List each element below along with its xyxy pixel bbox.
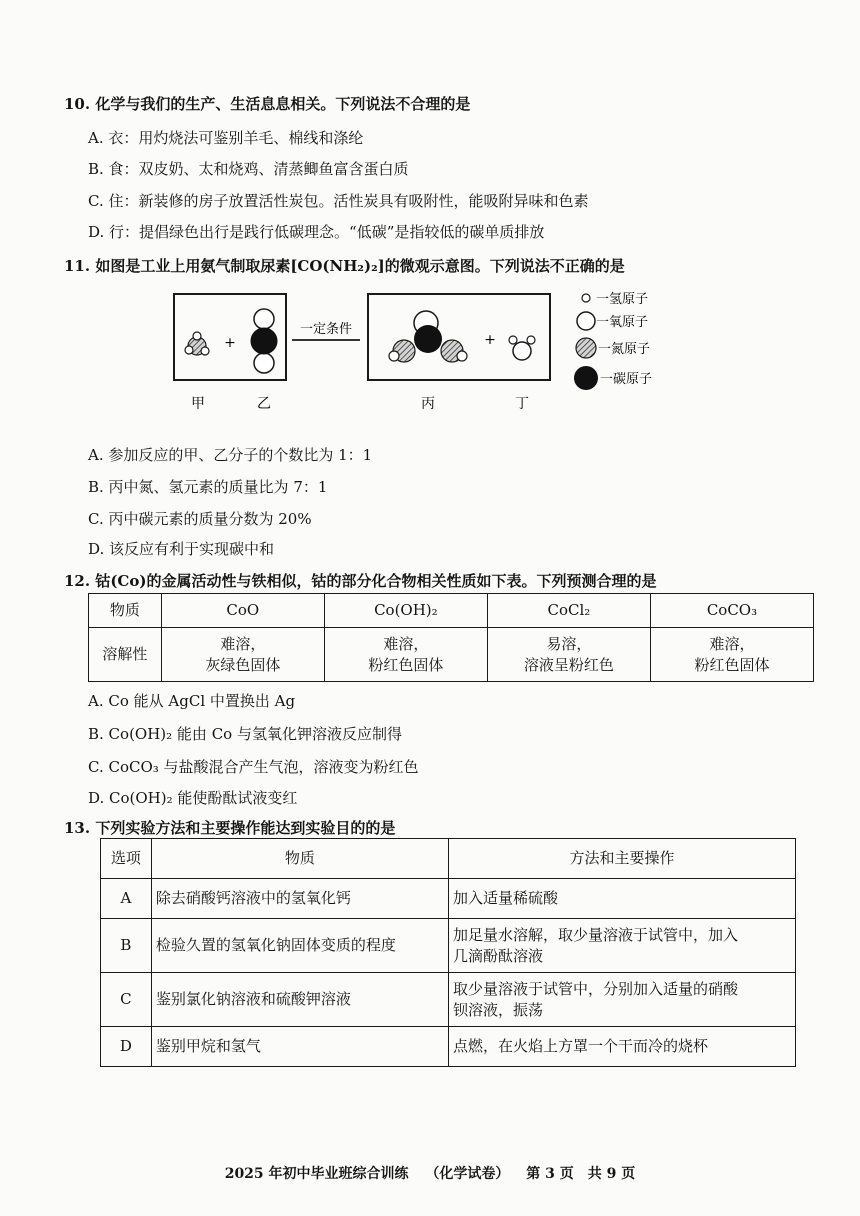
exam-title: 2025 年初中毕业班综合训练: [224, 1166, 409, 1182]
option-letter: D: [101, 1027, 152, 1067]
q12-option-c: C. CoCO₃ 与盐酸混合产生气泡，溶液变为粉红色: [88, 758, 419, 776]
label-jia: 甲: [191, 396, 205, 412]
q11-option-d: D. 该反应有利于实现碳中和: [88, 540, 275, 558]
exam-subject: （化学试卷）: [425, 1166, 510, 1182]
legend-nitrogen: 一氮原子: [598, 342, 651, 357]
q11-stem: 11. 如图是工业上用氨气制取尿素[CO(NH₂)₂]的微观示意图。下列说法不正确的是: [64, 257, 625, 275]
q13-stem: 13. 下列实验方法和主要操作能达到实验目的的是: [64, 819, 396, 837]
table-header-cell: Co(OH)₂: [324, 594, 487, 628]
table-row: [101, 973, 796, 1027]
method-cell: 加足量水溶解，取少量溶液于试管中，加入 几滴酚酞溶液: [449, 919, 796, 973]
q11-option-b: B. 丙中氮、氢元素的质量比为 7：1: [88, 478, 328, 496]
q10-option-a: A. 衣：用灼烧法可鉴别羊毛、棉线和涤纶: [88, 129, 364, 147]
q12-option-a: A. Co 能从 AgCl 中置换出 Ag: [88, 692, 296, 710]
substance-cell: 鉴别甲烷和氢气: [151, 1027, 448, 1067]
option-letter: B: [101, 919, 152, 973]
legend-carbon: 一碳原子: [600, 372, 653, 387]
table-header-cell: CoO: [161, 594, 324, 628]
table-cell: 难溶， 粉红色固体: [650, 628, 813, 682]
water-molecule: [509, 336, 535, 360]
label-bing: 丙: [421, 396, 435, 412]
method-cell: 点燃，在火焰上方罩一个干而冷的烧杯: [449, 1027, 796, 1067]
carbon-dioxide-molecule: [251, 309, 277, 373]
table-header-cell: 物质: [89, 594, 162, 628]
urea-molecule: [389, 311, 467, 362]
substance-cell: 检验久置的氢氧化钠固体变质的程度: [151, 919, 448, 973]
substance-cell: 除去硝酸钙溶液中的氢氧化钙: [151, 879, 448, 919]
table-row: [101, 1027, 796, 1067]
q12-option-d: D. Co(OH)₂ 能使酚酞试液变红: [88, 789, 298, 807]
substance-cell: 鉴别氯化钠溶液和硫酸钾溶液: [151, 973, 448, 1027]
table-header-cell: CoCO₃: [650, 594, 813, 628]
products-box: [368, 294, 550, 380]
page-number: 第 3 页 共 9 页: [526, 1166, 636, 1182]
table-header-cell: 方法和主要操作: [449, 839, 796, 879]
table-cell: 难溶， 粉红色固体: [324, 628, 487, 682]
q11-option-a: A. 参加反应的甲、乙分子的个数比为 1：1: [88, 446, 373, 464]
legend-oxygen: 一氧原子: [596, 315, 649, 330]
q11-option-c: C. 丙中碳元素的质量分数为 20%: [88, 510, 312, 528]
q12-option-b: B. Co(OH)₂ 能由 Co 与氢氧化钾溶液反应制得: [88, 725, 402, 743]
ammonia-molecule: [185, 332, 209, 355]
reaction-condition: 一定条件: [299, 322, 353, 337]
q10-stem: 10. 化学与我们的生产、生活息息相关。下列说法不合理的是: [64, 95, 471, 113]
q10-option-c: C. 住：新装修的房子放置活性炭包。活性炭具有吸附性，能吸附异味和色素: [88, 192, 589, 210]
label-yi: 乙: [257, 396, 271, 412]
page-footer: [0, 1163, 860, 1183]
table-header-cell: 选项: [101, 839, 152, 879]
table-row: [101, 919, 796, 973]
table-cell: 易溶， 溶液呈粉红色: [487, 628, 650, 682]
urea-reaction-diagram: [172, 288, 712, 420]
row-label: 溶解性: [89, 628, 162, 682]
plus-sign-1: +: [224, 335, 236, 351]
q12-stem: 12. 钴(Co)的金属活动性与铁相似，钴的部分化合物相关性质如下表。下列预测合理的是: [64, 572, 657, 590]
legend: [574, 292, 652, 390]
table-header-cell: CoCl₂: [487, 594, 650, 628]
experiment-methods-table: [100, 838, 796, 1067]
table-header-cell: 物质: [151, 839, 448, 879]
option-letter: A: [101, 879, 152, 919]
table-row: [101, 879, 796, 919]
method-cell: 取少量溶液于试管中，分别加入适量的硝酸 钡溶液，振荡: [449, 973, 796, 1027]
q10-option-b: B. 食：双皮奶、太和烧鸡、清蒸鲫鱼富含蛋白质: [88, 160, 409, 178]
plus-sign-2: +: [484, 332, 496, 348]
q10-option-d: D. 行：提倡绿色出行是践行低碳理念。“低碳”是指较低的碳单质排放: [88, 223, 545, 241]
legend-hydrogen: 一氢原子: [596, 292, 649, 307]
method-cell: 加入适量稀硫酸: [449, 879, 796, 919]
label-ding: 丁: [515, 396, 529, 412]
cobalt-compounds-table: [88, 593, 814, 682]
option-letter: C: [101, 973, 152, 1027]
table-cell: 难溶， 灰绿色固体: [161, 628, 324, 682]
